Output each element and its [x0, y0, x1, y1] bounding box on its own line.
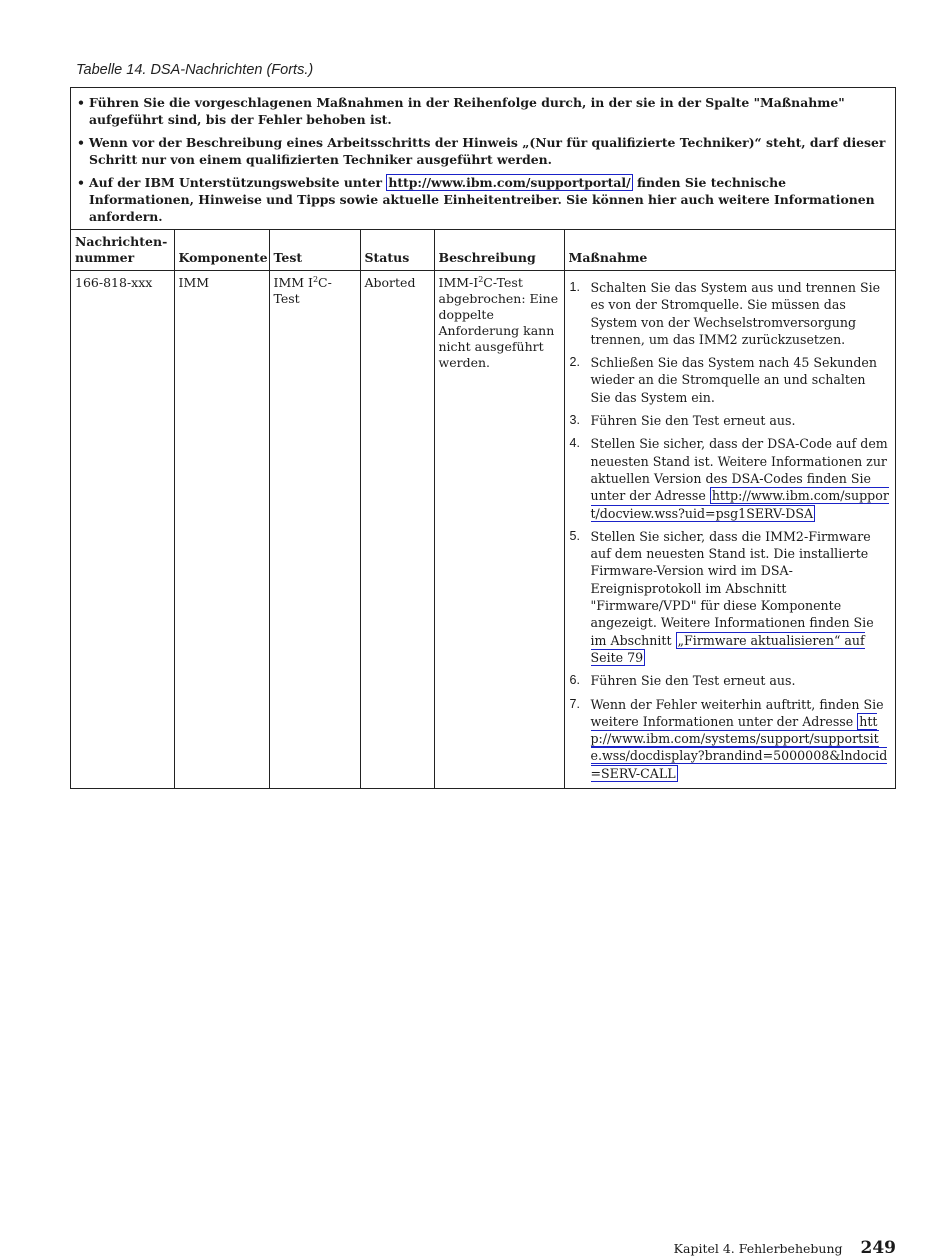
- cell-test: [269, 271, 360, 789]
- description-suffix: C-Test abgebrochen: Eine doppelte Anforderung kann nicht ausgeführt werden.: [438, 275, 559, 370]
- cell-description: [434, 271, 564, 789]
- bullet-icon: •: [77, 135, 85, 150]
- table-notes: [71, 88, 895, 230]
- step-text: Stellen Sie sicher, dass der DSA-Code auf dem neuesten Stand ist. Weitere Informationen zur aktuellen Version des DSA-Codes finden Sie unter der Adresse: [590, 436, 888, 504]
- cell-number: 166-818-xxx: [71, 271, 174, 789]
- table-caption: Tabelle 14. DSA-Nachrichten (Forts.): [76, 62, 314, 78]
- table-row: [71, 271, 895, 789]
- header-description: Beschreibung: [434, 230, 564, 271]
- dsa-code-link[interactable]: http://www.ibm.com/support/docview.wss?uid=psg1SERV-DSA: [590, 488, 889, 521]
- cell-status: Aborted: [360, 271, 434, 789]
- note-item: [75, 134, 887, 168]
- step-number: 5.: [569, 528, 580, 543]
- cell-action: [564, 271, 895, 789]
- header-number: Nachrichten-nummer: [71, 230, 174, 271]
- header-component: Komponente: [174, 230, 269, 271]
- action-step: [569, 279, 890, 348]
- step-number: 7.: [569, 696, 580, 711]
- serv-call-link[interactable]: http://www.ibm.com/systems/support/supportsite.wss/docdisplay?brandind=5000008&lndocid=SERV-CALL: [590, 713, 888, 781]
- note-text: Auf der IBM Unterstützungswebsite unter: [89, 175, 387, 190]
- step-text: Schließen Sie das System nach 45 Sekunden wieder an die Stromquelle an und schalten Sie das System ein.: [590, 355, 877, 405]
- action-step: [569, 672, 890, 689]
- action-step: [569, 528, 890, 666]
- step-number: 1.: [569, 280, 580, 294]
- messages-grid: [71, 230, 895, 788]
- action-step: [569, 412, 890, 429]
- action-step: [569, 696, 890, 782]
- step-number: 2.: [569, 355, 580, 370]
- step-text: Schalten Sie das System aus und trennen Sie es von der Stromquelle. Sie müssen das System von der Wechselstromversorgung trennen, um das IMM2 zurückzusetzen.: [590, 280, 881, 347]
- note-text: Wenn vor der Beschreibung eines Arbeitsschritts der Hinweis „(Nur für qualifizierte Techniker)“ steht, darf dieser Schritt nur von einem qualifizierten Techniker ausgeführt werden.: [89, 135, 886, 167]
- description-superscript: 2: [478, 274, 484, 284]
- firmware-update-link[interactable]: „Firmware aktualisieren“ auf Seite 79: [590, 632, 865, 665]
- test-suffix: C-Test: [273, 275, 332, 306]
- test-prefix: IMM I: [273, 275, 313, 290]
- cell-component: IMM: [174, 271, 269, 789]
- action-list: [569, 279, 890, 782]
- step-number: 3.: [569, 413, 580, 428]
- note-text: Führen Sie die vorgeschlagenen Maßnahmen in der Reihenfolge durch, in der sie in der Spalte "Maßnahme" aufgeführt sind, bis der Fehler behoben ist.: [89, 95, 845, 127]
- step-text: Führen Sie den Test erneut aus.: [590, 673, 796, 689]
- test-superscript: 2: [312, 274, 319, 284]
- action-step: [569, 435, 890, 521]
- support-portal-link[interactable]: http://www.ibm.com/supportportal/: [388, 175, 631, 190]
- description-prefix: IMM-I: [438, 275, 479, 290]
- dsa-messages-table: [70, 87, 896, 789]
- note-item: [75, 94, 887, 128]
- note-item: [75, 174, 887, 225]
- action-step: [569, 354, 890, 406]
- step-text: Wenn der Fehler weiterhin auftritt, finden Sie weitere Informationen unter der Adresse: [590, 696, 884, 729]
- header-action: Maßnahme: [564, 230, 895, 271]
- footer-chapter: Kapitel 4. Fehlerbehebung: [673, 1241, 843, 1256]
- note-text: finden Sie technische Informationen, Hinweise und Tipps sowie aktuelle Einheitentreiber. Sie können hier auch weitere Informationen anfordern.: [89, 175, 875, 224]
- page-number: 249: [860, 1238, 896, 1258]
- step-number: 6.: [569, 673, 580, 688]
- bullet-icon: •: [77, 175, 85, 190]
- step-number: 4.: [569, 436, 580, 451]
- step-text: Führen Sie den Test erneut aus.: [590, 413, 796, 429]
- header-status: Status: [360, 230, 434, 271]
- header-row: [71, 230, 895, 271]
- page-footer: [674, 1238, 896, 1258]
- step-text: Stellen Sie sicher, dass die IMM2-Firmware auf dem neuesten Stand ist. Die installierte Firmware-Version wird im DSA-Ereignisprotokoll im Abschnitt "Firmware/VPD" für diese Komponente angezeigt. Weitere Informationen finden Sie im Abschnitt: [590, 528, 874, 648]
- header-test: Test: [269, 230, 360, 271]
- bullet-icon: •: [77, 95, 85, 110]
